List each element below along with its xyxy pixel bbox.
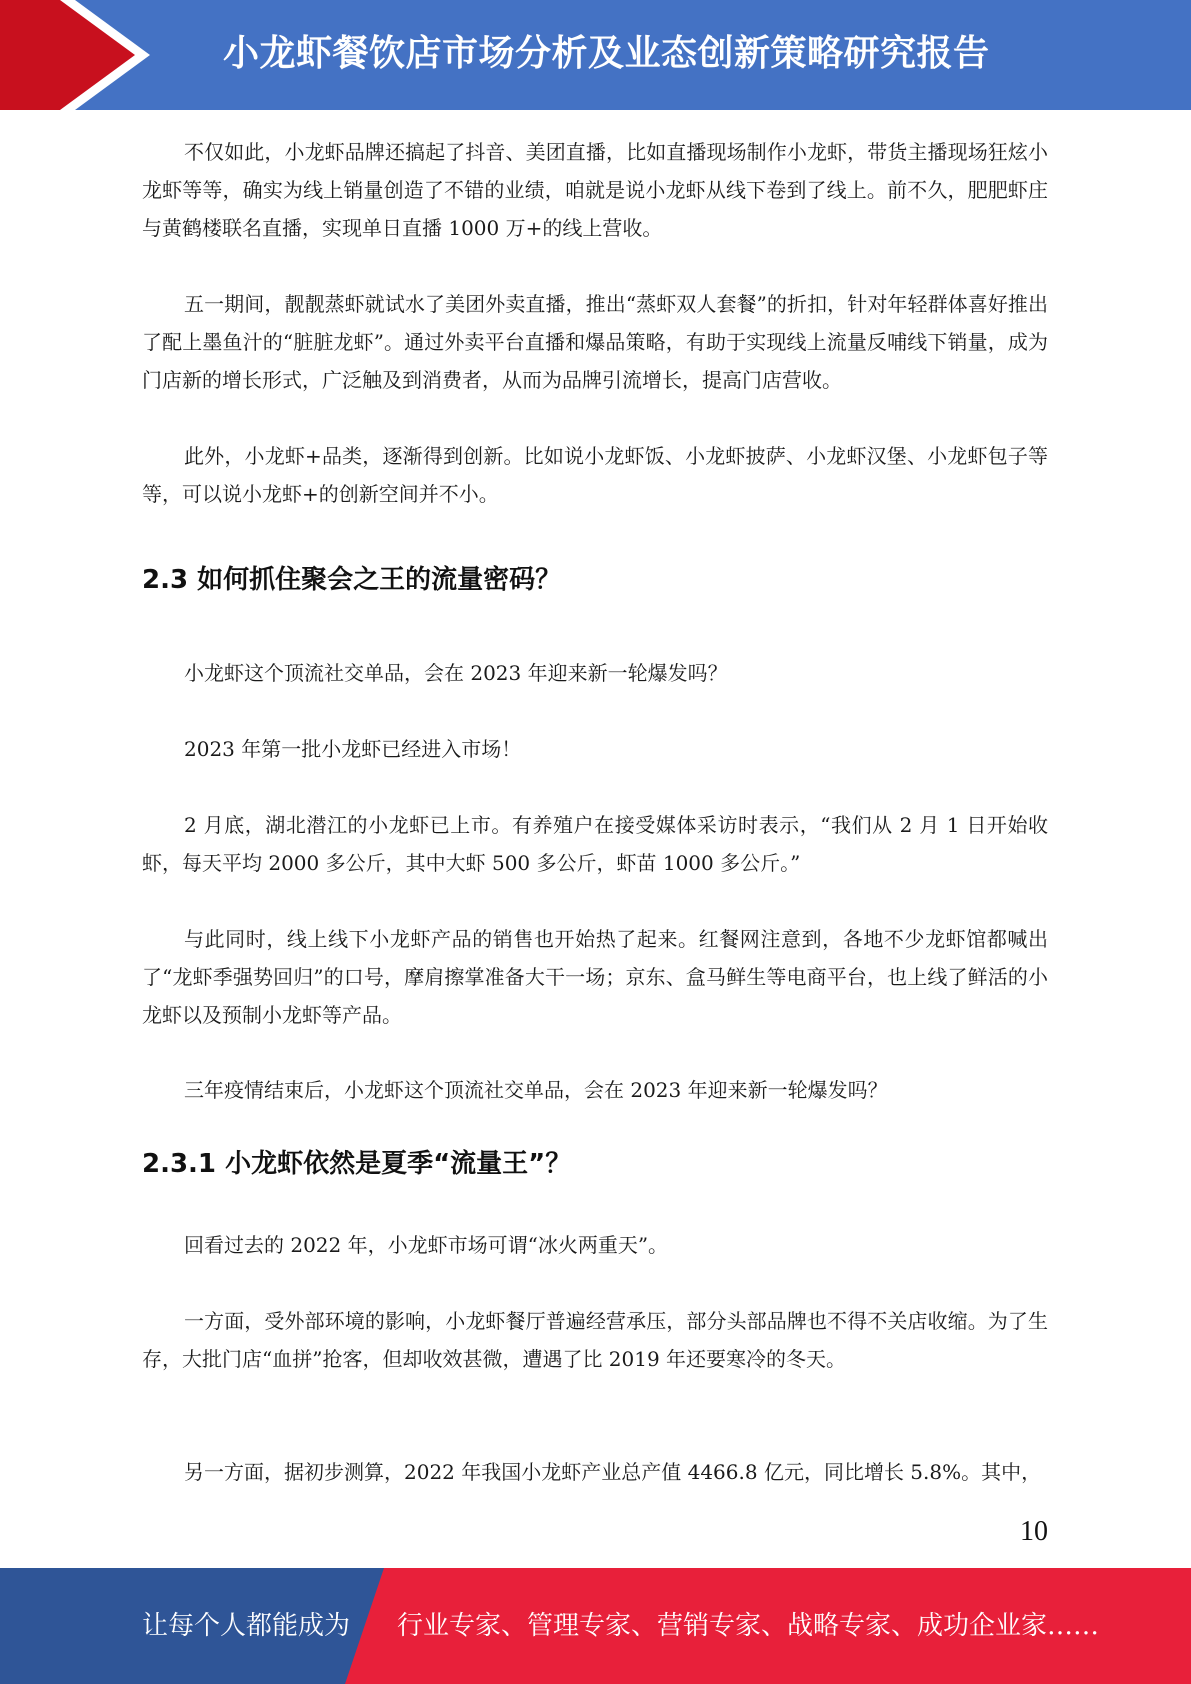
paragraph-first-batch: 2023 年第一批小龙虾已经进入市场！ xyxy=(184,737,522,761)
section-heading-2-3-1: 2.3.1 小龙虾依然是夏季“流量王”？ xyxy=(142,1149,572,1179)
paragraph-post-pandemic: 三年疫情结束后，小龙虾这个顶流社交单品，会在 2023 年迎来新一轮爆发吗？ xyxy=(184,1078,888,1102)
paragraph-may-day: 五一期间，靓靓蒸虾就试水了美团外卖直播，推出“蒸虾双人套餐”的折扣，针对年轻群体喜好推出了配上墨鱼汁的“脏脏龙虾”。通过外卖平台直播和爆品策略，有助于实现线上流量反哺线下销量，成为门店新的增长形式，广泛触及到消费者，从而为品牌引流增长，提高门店营收。 xyxy=(142,292,1048,392)
footer-slogan-left: 让每个人都能成为 xyxy=(142,1611,351,1641)
page-number: 10 xyxy=(1020,1516,1048,1547)
paragraph-online-offline: 与此同时，线上线下小龙虾产品的销售也开始热了起来。红餐网注意到，各地不少龙虾馆都喊出了“龙虾季强势回归”的口号，摩肩擦掌准备大干一场；京东、盒马鲜生等电商平台，也上线了鲜活的小龙虾以及预制小龙虾等产品。 xyxy=(142,927,1048,1027)
paragraph-category-innovation: 此外，小龙虾+品类，逐渐得到创新。比如说小龙虾饭、小龙虾披萨、小龙虾汉堡、小龙虾包子等等，可以说小龙虾+的创新空间并不小。 xyxy=(142,444,1048,506)
paragraph-2022-review: 回看过去的 2022 年，小龙虾市场可谓“冰火两重天”。 xyxy=(184,1233,669,1257)
page-footer-banner xyxy=(0,1568,1191,1684)
paragraph-external-pressure: 一方面，受外部环境的影响，小龙虾餐厅普遍经营承压，部分头部品牌也不得不关店收缩。为了生存，大批门店“血拼”抢客，但却收效甚微，遭遇了比 2019 年还要寒冷的冬天。 xyxy=(142,1309,1048,1371)
footer-slogan-right: 行业专家、管理专家、营销专家、战略专家、成功企业家…… xyxy=(397,1611,1100,1641)
paragraph-qianjiang: 2 月底，湖北潜江的小龙虾已上市。有养殖户在接受媒体采访时表示，“我们从 2 月 1 日开始收虾，每天平均 2000 多公斤，其中大虾 500 多公斤，虾苗 1000 多公斤。” xyxy=(142,813,1048,875)
page-header-banner xyxy=(0,0,1191,110)
paragraph-question-2023: 小龙虾这个顶流社交单品，会在 2023 年迎来新一轮爆发吗？ xyxy=(184,661,728,685)
report-title: 小龙虾餐饮店市场分析及业态创新策略研究报告 xyxy=(223,33,990,74)
section-heading-2-3: 2.3 如何抓住聚会之王的流量密码？ xyxy=(142,565,562,595)
paragraph-livestream: 不仅如此，小龙虾品牌还搞起了抖音、美团直播，比如直播现场制作小龙虾，带货主播现场狂炫小龙虾等等，确实为线上销量创造了不错的业绩，咱就是说小龙虾从线下卷到了线上。前不久，肥肥虾庄与黄鹤楼联名直播，实现单日直播 1000 万+的线上营收。 xyxy=(142,140,1048,240)
paragraph-industry-value: 另一方面，据初步测算，2022 年我国小龙虾产业总产值 4466.8 亿元，同比增长 5.8%。其中， xyxy=(184,1460,1042,1484)
